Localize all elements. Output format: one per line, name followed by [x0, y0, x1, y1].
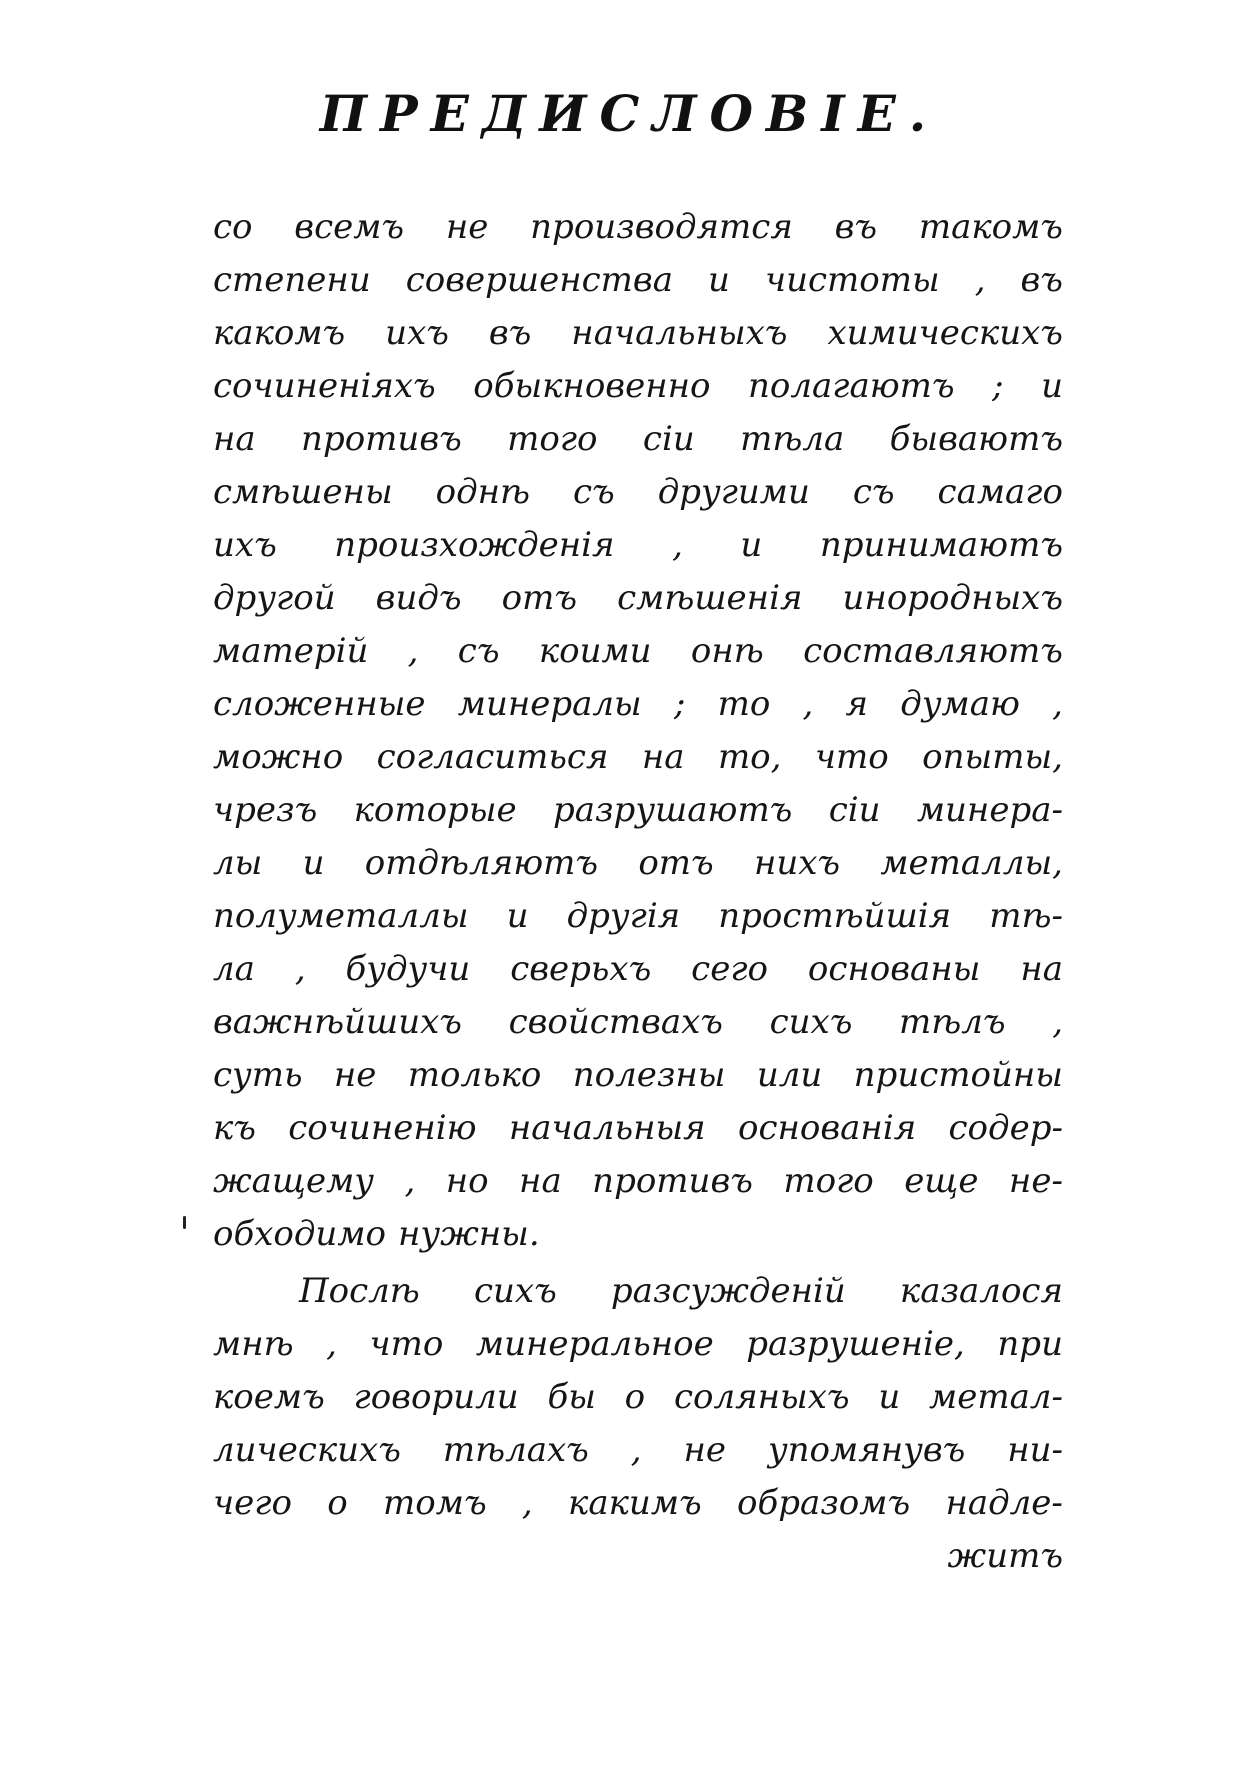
- word: тѣ-: [989, 896, 1063, 936]
- word: сложенные: [213, 684, 426, 724]
- word: сіи: [828, 790, 881, 830]
- word: что: [814, 737, 889, 777]
- word: ,: [294, 949, 306, 989]
- word: метал-: [929, 1377, 1063, 1417]
- word: при: [997, 1324, 1063, 1364]
- word: противъ: [592, 1161, 753, 1201]
- word: жащему: [213, 1161, 374, 1201]
- word: съ: [573, 472, 615, 512]
- text-line: [213, 1477, 1063, 1530]
- word: или: [756, 1055, 823, 1095]
- word: коемъ: [213, 1377, 325, 1417]
- text-line: [213, 1371, 1063, 1424]
- word: со: [213, 207, 253, 247]
- text-line: [213, 572, 1063, 625]
- word: съ: [852, 472, 895, 512]
- word: образомъ: [737, 1483, 911, 1523]
- word: составляютъ: [803, 631, 1063, 671]
- word: съ: [457, 631, 500, 671]
- word: того: [507, 419, 598, 459]
- text-line: [213, 837, 1063, 890]
- word: какимъ: [568, 1483, 702, 1523]
- word: не: [333, 1055, 377, 1095]
- word: другой: [213, 578, 336, 618]
- word: начальныхъ: [571, 313, 788, 353]
- text-line: [213, 360, 1063, 413]
- word: въ: [1020, 260, 1063, 300]
- word: будучи: [345, 949, 471, 989]
- word: упомянувъ: [767, 1430, 966, 1470]
- word: въ: [488, 313, 532, 353]
- paragraph-2: [213, 1265, 1063, 1583]
- word: основанія: [738, 1108, 917, 1148]
- word: однѣ: [435, 472, 531, 512]
- word: можно: [213, 737, 344, 777]
- catchword: [213, 1530, 1063, 1583]
- word: коими: [538, 631, 652, 671]
- word: того: [783, 1161, 874, 1201]
- word: содер-: [948, 1108, 1063, 1148]
- word: мнѣ: [213, 1324, 294, 1364]
- word: о: [624, 1377, 646, 1417]
- word: опыты,: [922, 737, 1063, 777]
- word: къ: [213, 1108, 256, 1148]
- word: минеральное: [475, 1324, 714, 1364]
- word: важнѣйшихъ: [213, 1002, 462, 1042]
- word: сверьхъ: [510, 949, 652, 989]
- word: инородныхъ: [842, 578, 1063, 618]
- body-text: [213, 201, 1063, 1583]
- page-header: ПРЕДИСЛОВІЕ.: [319, 84, 940, 143]
- word: не: [683, 1430, 727, 1470]
- text-line: [213, 1265, 1063, 1318]
- word: сего: [691, 949, 768, 989]
- word: соляныхъ: [673, 1377, 850, 1417]
- word: другія: [566, 896, 681, 936]
- word: производятся: [530, 207, 793, 247]
- word: чистоты: [764, 260, 940, 300]
- word: ;: [992, 366, 1004, 406]
- word: только: [407, 1055, 542, 1095]
- word: пристойны: [853, 1055, 1063, 1095]
- word: и: [708, 260, 730, 300]
- word: на: [519, 1161, 562, 1201]
- word: не-: [1008, 1161, 1063, 1201]
- text-line: [213, 201, 1063, 254]
- word: говорили: [353, 1377, 519, 1417]
- word: химическихъ: [827, 313, 1063, 353]
- word: разрушеніе,: [746, 1324, 965, 1364]
- word: полезны: [572, 1055, 726, 1095]
- text-line: [213, 1102, 1063, 1155]
- text-line: [213, 1318, 1063, 1371]
- word: минералы: [457, 684, 642, 724]
- word: отъ: [638, 843, 714, 883]
- word: лическихъ: [213, 1430, 401, 1470]
- word: и: [302, 843, 325, 883]
- word: томъ: [383, 1483, 487, 1523]
- word: чего: [213, 1483, 292, 1523]
- word: ,: [974, 260, 986, 300]
- word: нужны.: [397, 1214, 540, 1254]
- word: Послѣ: [299, 1271, 420, 1311]
- word: ни-: [1007, 1430, 1063, 1470]
- word: которые: [353, 790, 517, 830]
- text-line: [213, 784, 1063, 837]
- word: минера-: [916, 790, 1063, 830]
- text-line: [213, 254, 1063, 307]
- word: ихъ: [385, 313, 449, 353]
- word: и: [1041, 366, 1063, 406]
- word: металлы,: [880, 843, 1063, 883]
- word: разрушаютъ: [552, 790, 793, 830]
- word: матерій: [213, 631, 369, 671]
- ink-speck: [183, 1216, 186, 1229]
- word: всемъ: [294, 207, 405, 247]
- word: чрезъ: [213, 790, 318, 830]
- word: я: [845, 684, 869, 724]
- text-line: [213, 890, 1063, 943]
- word: и: [506, 896, 529, 936]
- word: житъ: [947, 1536, 1063, 1576]
- text-line: [213, 466, 1063, 519]
- word: простѣйшія: [718, 896, 952, 936]
- text-line: [213, 731, 1063, 784]
- word: ,: [404, 1161, 416, 1201]
- text-line: [213, 1424, 1063, 1477]
- word: сихъ: [769, 1002, 853, 1042]
- word: въ: [834, 207, 878, 247]
- word: сочиненіяхъ: [213, 366, 436, 406]
- word: начальныя: [508, 1108, 706, 1148]
- word: ,: [407, 631, 419, 671]
- text-line: [213, 1155, 1063, 1208]
- word: смѣшены: [213, 472, 393, 512]
- paragraph-1: [213, 201, 1063, 1261]
- word: ихъ: [213, 525, 277, 565]
- word: свойствахъ: [508, 1002, 723, 1042]
- word: обыкновенно: [473, 366, 711, 406]
- word: основаны: [807, 949, 981, 989]
- word: ,: [1052, 684, 1063, 724]
- word: отдѣляютъ: [364, 843, 599, 883]
- word: совершенства: [405, 260, 673, 300]
- word: произхожденія: [334, 525, 615, 565]
- word: ,: [521, 1483, 533, 1523]
- word: самаго: [937, 472, 1063, 512]
- word: принимаютъ: [819, 525, 1063, 565]
- word: ,: [1052, 1002, 1063, 1042]
- text-line: [213, 307, 1063, 360]
- text-line: [213, 1208, 1063, 1261]
- word: тѣла: [740, 419, 845, 459]
- word: тѣлъ: [899, 1002, 1006, 1042]
- word: и: [740, 525, 763, 565]
- word: тѣлахъ: [442, 1430, 589, 1470]
- word: обходимо: [213, 1214, 386, 1254]
- word: ;: [673, 684, 686, 724]
- word: еще: [904, 1161, 979, 1201]
- word: ,: [326, 1324, 337, 1364]
- word: степени: [213, 260, 371, 300]
- word: сіи: [642, 419, 695, 459]
- word: нихъ: [753, 843, 841, 883]
- word: но: [445, 1161, 489, 1201]
- word: онѣ: [690, 631, 764, 671]
- word: и: [878, 1377, 901, 1417]
- word: бываютъ: [889, 419, 1063, 459]
- text-line: [213, 678, 1063, 731]
- text-line: [213, 943, 1063, 996]
- word: полуметаллы: [213, 896, 469, 936]
- word: согласиться: [376, 737, 609, 777]
- word: думаю: [900, 684, 1020, 724]
- word: ла: [213, 949, 255, 989]
- word: на: [213, 419, 256, 459]
- word: противъ: [301, 419, 462, 459]
- word: на: [1020, 949, 1063, 989]
- word: бы: [547, 1377, 596, 1417]
- word: казалося: [899, 1271, 1063, 1311]
- word: ,: [802, 684, 814, 724]
- word: видъ: [375, 578, 462, 618]
- word: суть: [213, 1055, 303, 1095]
- word: сочиненію: [288, 1108, 477, 1148]
- text-line: [213, 519, 1063, 572]
- word: другими: [657, 472, 810, 512]
- word: то: [717, 684, 771, 724]
- word: что: [369, 1324, 444, 1364]
- word: такомъ: [918, 207, 1063, 247]
- word: смѣшенія: [617, 578, 803, 618]
- word: о: [327, 1483, 348, 1523]
- text-line: [213, 413, 1063, 466]
- word: ,: [630, 1430, 642, 1470]
- word: надле-: [945, 1483, 1063, 1523]
- word: на: [641, 737, 685, 777]
- text-line: [213, 625, 1063, 678]
- word: то,: [717, 737, 782, 777]
- word: ,: [672, 525, 683, 565]
- word: сихъ: [473, 1271, 557, 1311]
- word: отъ: [501, 578, 578, 618]
- word: разсужденій: [610, 1271, 846, 1311]
- word: полагаютъ: [748, 366, 955, 406]
- word: лы: [213, 843, 263, 883]
- word: не: [445, 207, 489, 247]
- word: какомъ: [213, 313, 346, 353]
- text-line: [213, 1049, 1063, 1102]
- text-line: [213, 996, 1063, 1049]
